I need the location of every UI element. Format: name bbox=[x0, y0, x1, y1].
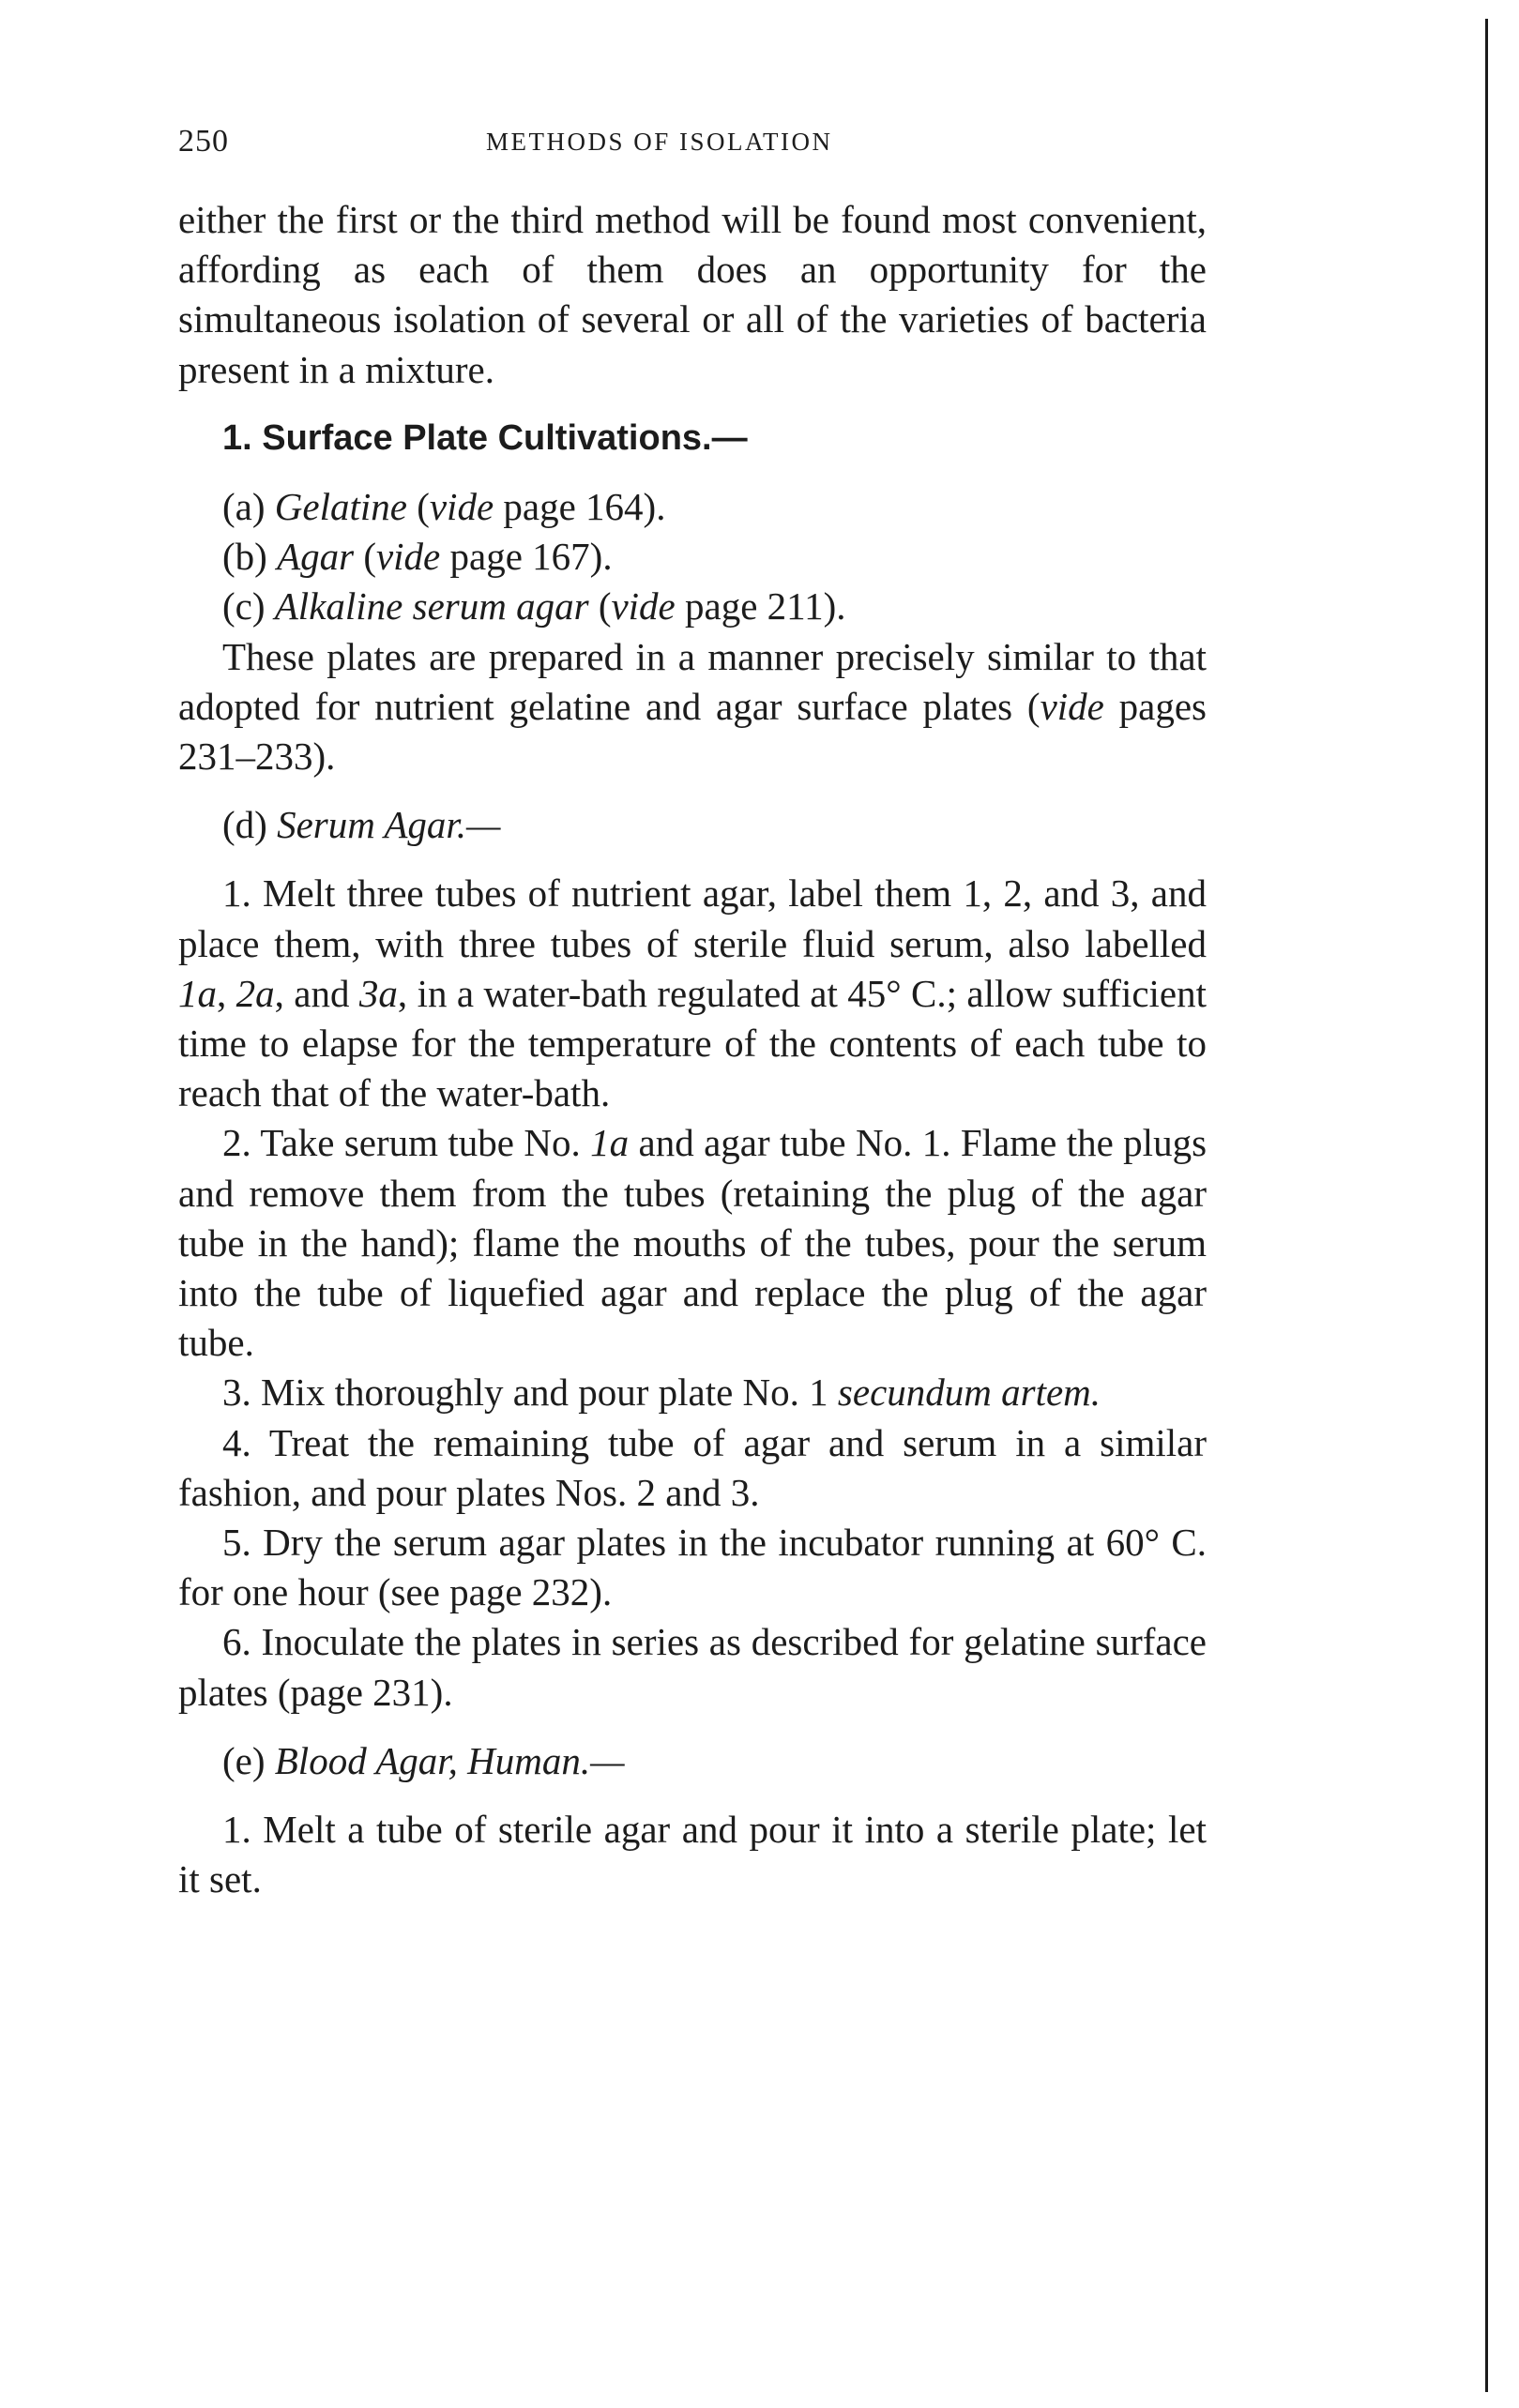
serum-agar-step-4: 4. Treat the remaining tube of agar and serum in a similar fashion, and pour plates Nos. 2 and 3. bbox=[178, 1420, 1207, 1514]
media-item-gelatine: (a) Gelatine (vide page 164). bbox=[222, 485, 666, 529]
serum-agar-step-1: 1. Melt three tubes of nutrient agar, label them 1, 2, and 3, and place them, with three tubes of sterile fluid serum, also labelled 1a, 2a, and 3a, in a water-bath regulated at 45° C.; allow sufficient time to elapse for the temperature of the contents of each tube to reach that of the water-bath. bbox=[178, 871, 1208, 1115]
page-header bbox=[178, 124, 1201, 165]
serum-agar-step-5: 5. Dry the serum agar plates in the incubator running at 60° C. for one hour (see page 232). bbox=[178, 1521, 1207, 1614]
plates-note-paragraph: These plates are prepared in a manner precisely similar to that adopted for nutrient gelatine and agar surface plates (vide pages 231–233). bbox=[178, 634, 1208, 779]
media-item-alkaline-serum-agar: (c) Alkaline serum agar (vide page 211). bbox=[222, 584, 846, 629]
media-item-agar: (b) Agar (vide page 167). bbox=[222, 535, 613, 579]
section-heading: 1. Surface Plate Cultivations.— bbox=[222, 417, 748, 458]
blood-agar-heading: (e) Blood Agar, Human.— bbox=[222, 1738, 625, 1782]
body-text bbox=[178, 195, 1207, 1905]
serum-agar-heading: (d) Serum Agar.— bbox=[222, 803, 501, 847]
serum-agar-step-6: 6. Inoculate the plates in series as described for gelatine surface plates (page 231). bbox=[178, 1620, 1207, 1714]
scan-edge-line bbox=[1485, 19, 1488, 2392]
serum-agar-step-2: 2. Take serum tube No. 1a and agar tube No. 1. Flame the plugs and remove them from the tubes (retaining the plug of the agar tube in the hand); flame the mouths of the tubes, pour the serum into the tube of liquefied agar and replace the plug of the agar tube. bbox=[178, 1121, 1208, 1365]
serum-agar-step-3: 3. Mix thoroughly and pour plate No. 1 secundum artem. bbox=[222, 1371, 1101, 1415]
intro-paragraph: either the first or the third method will be found most convenient, affording as each of them does an opportunity for the simultaneous isolation of several or all of the varieties of bacteria present in a mixture. bbox=[178, 198, 1207, 391]
running-head: METHODS OF ISOLATION bbox=[486, 128, 833, 156]
page-number: 250 bbox=[178, 124, 229, 159]
blood-agar-step-1: 1. Melt a tube of sterile agar and pour it into a sterile plate; let it set. bbox=[178, 1808, 1207, 1901]
